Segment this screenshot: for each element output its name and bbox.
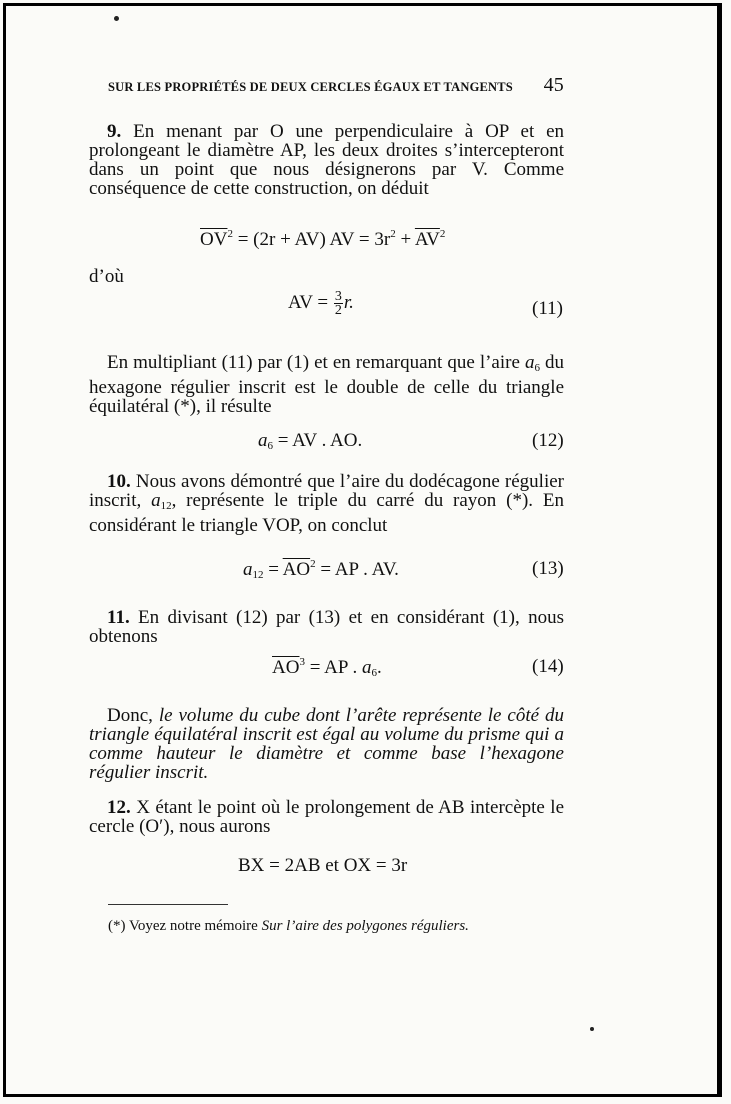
fraction: $\frac{3}{2}$ bbox=[334, 289, 342, 318]
speck-mark bbox=[590, 1027, 594, 1031]
equation-number-14: (14) bbox=[532, 656, 564, 677]
equation-number-11: (11) bbox=[532, 298, 563, 319]
page-number: 45 bbox=[543, 74, 564, 96]
section-number: 12. bbox=[107, 797, 131, 818]
section-12-paragraph: 12. X étant le point où le prolongement de AB intercèpte le cercle (O′), nous aurons bbox=[89, 797, 565, 837]
section-text: En menant par O une perpendiculaire à OP et en prolongeant le diamètre AP, les deux droites s’intercepteront dans un point que nous désignerons par V. Comme conséquence de cette construction, on déduit bbox=[89, 121, 565, 199]
dou-label: d’où bbox=[89, 266, 124, 287]
equation-ov-squared: $\overline{OV}^2 = (2r + AV)$ AV = $3r^2 + \overline{AV}^2$ bbox=[200, 228, 446, 250]
footnote-rule bbox=[108, 904, 228, 905]
footnote: (*) Voyez notre mémoire Sur l’aire des polygones réguliers. bbox=[108, 918, 469, 934]
equation-12: $a_6$ = AV . AO. bbox=[258, 430, 363, 452]
equation-13: $a_{12} = \overline{AO}^2$ = AP . AV. bbox=[243, 558, 399, 581]
running-title: SUR LES PROPRIÉTÉS DE DEUX CERCLES ÉGAUX ET TANGENTS bbox=[108, 80, 513, 94]
multiplication-paragraph: En multipliant (11) par (1) et en remarquant que l’aire $a_6$ du hexagone régulier inscrit est le double de celle du triangle équilatéral (*), il résulte bbox=[89, 352, 564, 417]
conclusion-paragraph: Donc, le volume du cube dont l’arête représente le côté du triangle équilatéral inscrit est égal au volume du prisme qui a comme hauteur le diamètre et comme base l’hexagone régulier inscrit. bbox=[89, 705, 564, 783]
equation-number-12: (12) bbox=[532, 430, 564, 451]
speck-mark bbox=[114, 16, 119, 21]
section-number: 9. bbox=[107, 121, 122, 142]
section-9-paragraph bbox=[89, 122, 564, 198]
equation-bx-ox: BX = 2AB et OX = 3r bbox=[238, 855, 408, 876]
section-10-paragraph: 10. Nous avons démontré que l’aire du dodécagone régulier inscrit, $a_{12}$, représente le triple du carré du rayon (*). En considérant le triangle VOP, on conclut bbox=[89, 471, 565, 536]
equation-number-13: (13) bbox=[532, 558, 564, 579]
section-11-paragraph: 11. En divisant (12) par (13) et en considérant (1), nous obtenons bbox=[89, 607, 564, 647]
equation-11: AV = $\frac{3}{2}$ r. bbox=[288, 289, 354, 318]
equation-14: $\overline{AO}^3$ = AP . $a_6$. bbox=[272, 656, 382, 679]
section-number: 10. bbox=[107, 471, 131, 492]
section-number: 11. bbox=[107, 607, 130, 628]
